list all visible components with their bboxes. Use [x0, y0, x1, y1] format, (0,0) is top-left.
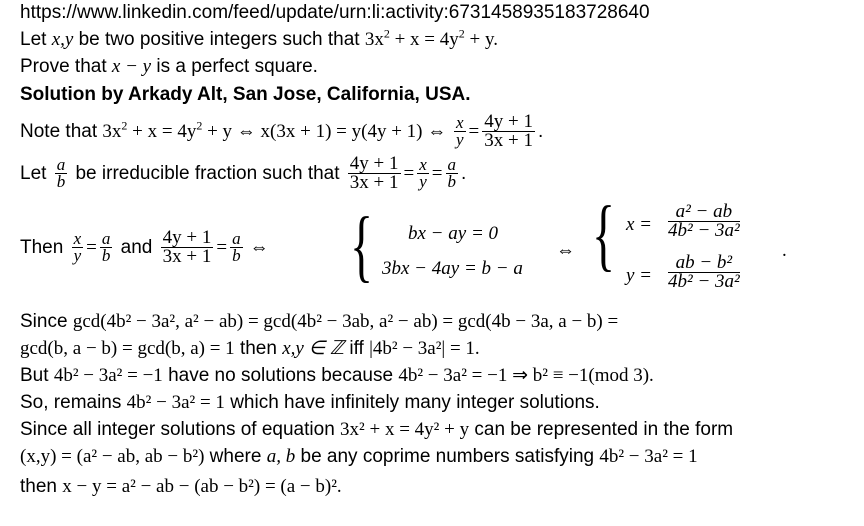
problem-statement-line	[20, 28, 498, 52]
conclusion-line: then x − y = a² − ab − (ab − b²) = (a − b)².	[20, 476, 342, 497]
text: Prove that	[20, 56, 112, 77]
solution-author-line: Solution by Arkady Alt, San Jose, California, USA.	[20, 84, 471, 105]
fraction-a-over-b: $\frac{a}{b}$	[56, 155, 66, 192]
system-eq-1: bx − ay = 0	[408, 223, 499, 244]
text: be two positive integers such that	[73, 29, 365, 50]
y-equals: y =	[626, 265, 653, 286]
fraction-4y1-over-3x1: $\frac{4y + 1}{3x + 1}$	[484, 111, 533, 152]
no-solution-line: But 4b² − 3a² = −1 have no solutions because 4b² − 3a² = −1 ⇒ b² ≡ −1(mod 3).	[20, 365, 654, 386]
text: Let	[20, 29, 52, 50]
remains-line: So, remains 4b² − 3a² = 1 which have infinitely many integer solutions.	[20, 392, 600, 413]
fraction-a-over-b: $\frac{a}{b}$	[101, 229, 111, 266]
fraction-a-over-b: $\frac{a}{b}$	[447, 155, 456, 192]
y-fraction: $\frac{\text{ab − b²}}{\text{4b² − 3a²}}$	[668, 252, 740, 292]
math: $3x^2 + x = 4y^2 + y$.	[364, 26, 498, 50]
prove-line	[20, 55, 318, 79]
source-url	[20, 1, 650, 25]
text: is a perfect square.	[151, 56, 318, 77]
url-text: https://www.linkedin.com/feed/update/urn:li:activity:6731458935183728640	[20, 2, 650, 23]
x-equals: x =	[626, 214, 653, 235]
left-brace-system-1: {	[350, 202, 374, 290]
form-line: (x,y) = (a² − ab, ab − b²) where a, b be any coprime numbers satisfying 4b² − 3a² = 1	[20, 446, 698, 467]
then-line: Then $\frac{x}{y}$ = $\frac{a}{b}$ and $\frac{4y + 1}{3x + 1}$ = $\frac{a}{b}$ ⇔	[20, 227, 269, 268]
fraction-a-over-b: $\frac{a}{b}$	[232, 229, 241, 266]
note-line: Note that $3x^2 + x = 4y^2 + y$ ⇔ x(3x + 1) = y(4y + 1) ⇔ $\frac{x}{y}$ = $\frac{4y + 1}{3x + 1}$ .	[20, 111, 544, 152]
math: x,y	[51, 29, 74, 50]
integer-solutions-line: Since all integer solutions of equation 3x² + x = 4y² + y can be represented in the form	[20, 419, 734, 440]
math: x − y	[111, 56, 152, 77]
iff-arrow: ⇔	[556, 240, 575, 261]
system-eq-2: 3bx − 4ay = b − a	[382, 258, 523, 279]
fraction-4y1-over-3x1: $\frac{4y + 1}{3x + 1}$	[162, 227, 212, 268]
trailing-dot: .	[782, 240, 787, 261]
fraction-4y1-over-3x1: $\frac{4y + 1}{3x + 1}$	[349, 153, 399, 194]
x-fraction: $\frac{\text{a² − ab}}{\text{4b² − 3a²}}$	[668, 201, 740, 241]
gcd-line-1: Since gcd(4b² − 3a², a² − ab) = gcd(4b² − 3ab, a² − ab) = gcd(4b − 3a, a − b) =	[20, 311, 619, 332]
irreducible-fraction-line: Let $\frac{a}{b}$ be irreducible fraction such that $\frac{4y + 1}{3x + 1}$ = $\frac{x}{y}$ = $\frac{a}{b}$ .	[20, 153, 467, 194]
fraction-x-over-y: $\frac{x}{y}$	[419, 155, 427, 192]
fraction-x-over-y: $\frac{x}{y}$	[73, 229, 82, 266]
fraction-x-over-y: $\frac{x}{y}$	[456, 113, 464, 150]
gcd-line-2: gcd(b, a − b) = gcd(b, a) = 1 then x,y ∈ ℤ iff |4b² − 3a²| = 1.	[20, 338, 480, 359]
left-brace-system-2: {	[592, 191, 616, 279]
